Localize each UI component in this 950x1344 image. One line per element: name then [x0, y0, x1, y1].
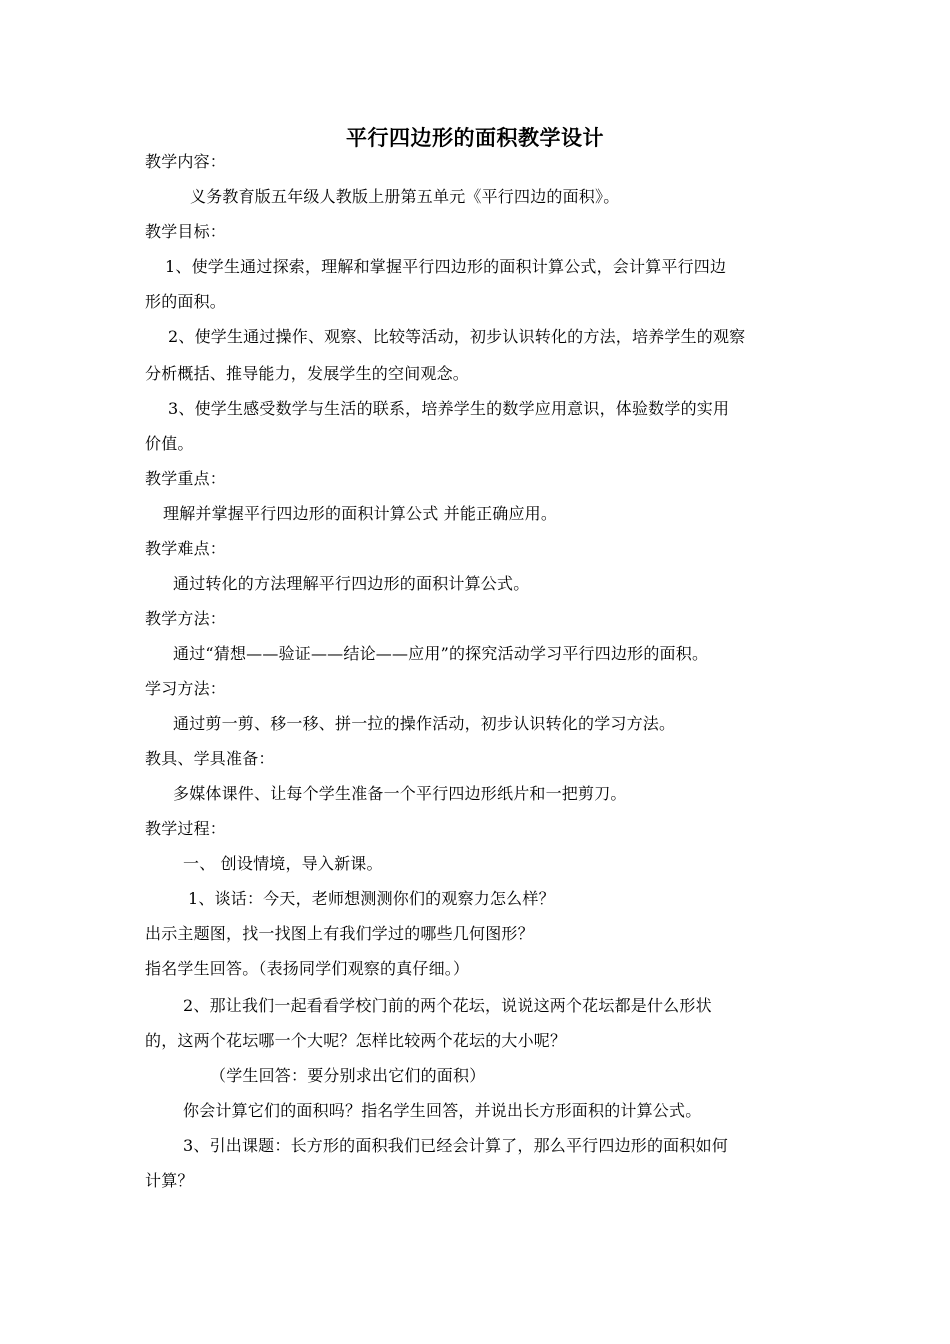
learning-method-text: 通过剪一剪、移一移、拼一拉的操作活动，初步认识转化的学习方法。 [173, 714, 676, 733]
heading-teaching-goals: 教学目标： [145, 222, 227, 241]
difficult-points-text: 通过转化的方法理解平行四边形的面积计算公式。 [173, 574, 530, 593]
process-step-1-line-1: 1、谈话：今天，老师想测测你们的观察力怎么样？ [188, 889, 555, 908]
heading-teaching-method: 教学方法： [145, 609, 227, 628]
document-title: 平行四边形的面积教学设计 [346, 125, 604, 150]
heading-teaching-content: 教学内容： [145, 152, 227, 171]
teaching-method-text: 通过“猜想——验证——结论——应用”的探究活动学习平行四边形的面积。 [173, 644, 709, 663]
goal-1-line-1: 1、使学生通过探索，理解和掌握平行四边形的面积计算公式，会计算平行四边 [165, 257, 727, 276]
goal-2-line-1: 2、使学生通过操作、观察、比较等活动，初步认识转化的方法，培养学生的观察 [168, 327, 746, 346]
process-section-1: 一、 创设情境，导入新课。 [183, 854, 383, 873]
process-step-2-line-4: 你会计算它们的面积吗？指名学生回答，并说出长方形面积的计算公式。 [183, 1101, 702, 1120]
process-step-1-line-2: 出示主题图，找一找图上有我们学过的哪些几何图形？ [145, 924, 534, 943]
materials-text: 多媒体课件、让每个学生准备一个平行四边形纸片和一把剪刀。 [173, 784, 627, 803]
heading-key-points: 教学重点： [145, 469, 227, 488]
goal-3-line-1: 3、使学生感受数学与生活的联系，培养学生的数学应用意识，体验数学的实用 [168, 399, 730, 418]
goal-1-line-2: 形的面积。 [145, 292, 227, 311]
process-step-2-line-1: 2、那让我们一起看看学校门前的两个花坛，说说这两个花坛都是什么形状 [183, 996, 712, 1015]
heading-difficult-points: 教学难点： [145, 539, 227, 558]
process-step-2-line-3: （学生回答：要分别求出它们的面积） [210, 1066, 486, 1085]
process-step-3-line-2: 计算？ [145, 1171, 194, 1190]
goal-3-line-2: 价值。 [145, 434, 194, 453]
heading-materials: 教具、学具准备： [145, 749, 275, 768]
process-step-1-line-3: 指名学生回答。（表扬同学们观察的真仔细。） [145, 959, 470, 978]
heading-learning-method: 学习方法： [145, 679, 227, 698]
key-points-text: 理解并掌握平行四边形的面积计算公式 并能正确应用。 [163, 504, 558, 523]
process-step-3-line-1: 3、引出课题：长方形的面积我们已经会计算了，那么平行四边形的面积如何 [183, 1136, 728, 1155]
process-step-2-line-2: 的，这两个花坛哪一个大呢？怎样比较两个花坛的大小呢？ [145, 1031, 567, 1050]
goal-2-line-2: 分析概括、推导能力，发展学生的空间观念。 [145, 364, 470, 383]
teaching-content-text: 义务教育版五年级人教版上册第五单元《平行四边的面积》。 [190, 187, 620, 206]
heading-teaching-process: 教学过程： [145, 819, 227, 838]
